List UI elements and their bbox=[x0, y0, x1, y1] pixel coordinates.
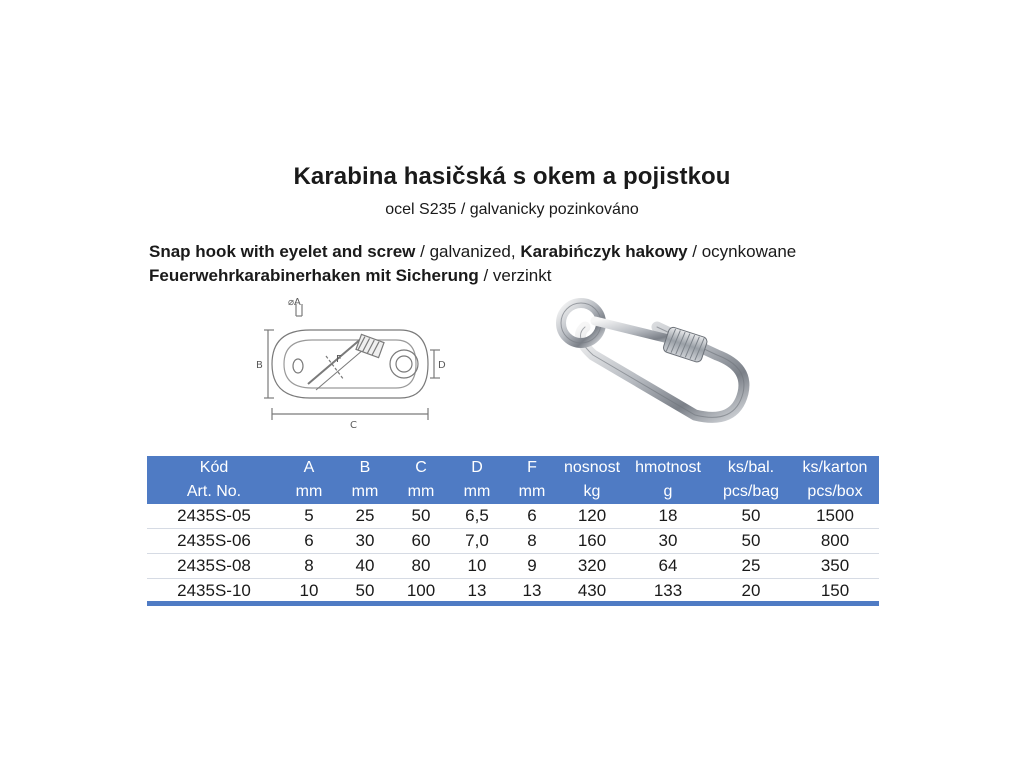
spec-table bbox=[147, 456, 879, 603]
table-row bbox=[147, 554, 879, 579]
table-cell: 6 bbox=[505, 504, 559, 529]
technical-drawing bbox=[250, 292, 450, 440]
table-row bbox=[147, 504, 879, 529]
unit-cell: mm bbox=[337, 480, 393, 504]
table-cell: 50 bbox=[393, 504, 449, 529]
desc-de-finish: / verzinkt bbox=[478, 266, 552, 285]
header-cell: B bbox=[337, 456, 393, 480]
desc-de-name: Feuerwehrkarabinerhaken mit Sicherung bbox=[149, 266, 479, 285]
table-cell: 10 bbox=[449, 554, 505, 579]
table-cell: 13 bbox=[467, 581, 487, 600]
table-row bbox=[147, 579, 879, 604]
header-cell: ks/bal. bbox=[711, 456, 791, 480]
header-cell: nosnost bbox=[559, 456, 625, 480]
header-row-2 bbox=[147, 480, 879, 504]
unit-cell: pcs/box bbox=[791, 480, 879, 504]
desc-en-finish: / galvanized, bbox=[415, 242, 521, 261]
table-cell: 100 bbox=[406, 581, 436, 600]
label-a: ⌀A bbox=[288, 297, 301, 308]
table-cell: 50 bbox=[711, 504, 791, 529]
header-cell: A bbox=[281, 456, 337, 480]
desc-pl-finish: / ocynkowane bbox=[687, 242, 797, 261]
table-cell: 6,5 bbox=[449, 504, 505, 529]
table-cell: 320 bbox=[559, 554, 625, 579]
unit-cell: mm bbox=[505, 480, 559, 504]
table-cell: 2435S-06 bbox=[147, 529, 281, 554]
table-cell: 160 bbox=[559, 529, 625, 554]
table-cell: 50 bbox=[355, 581, 375, 600]
table-cell: 30 bbox=[337, 529, 393, 554]
table-bottom-bar bbox=[147, 601, 879, 606]
table-cell: 350 bbox=[791, 554, 879, 579]
header-cell: C bbox=[393, 456, 449, 480]
unit-cell: g bbox=[625, 480, 711, 504]
table-cell: 80 bbox=[393, 554, 449, 579]
label-c: C bbox=[350, 420, 357, 431]
header-cell: D bbox=[449, 456, 505, 480]
table-cell: 9 bbox=[505, 554, 559, 579]
table-cell: 8 bbox=[505, 529, 559, 554]
table-cell: 30 bbox=[625, 529, 711, 554]
table-cell: 18 bbox=[625, 504, 711, 529]
table-cell: 133 bbox=[653, 581, 683, 600]
table-cell: 2435S-08 bbox=[147, 554, 281, 579]
unit-cell: Art. No. bbox=[147, 480, 281, 504]
table-cell: 25 bbox=[337, 504, 393, 529]
table-cell: 430 bbox=[577, 581, 607, 600]
product-photo bbox=[545, 297, 755, 427]
page-subtitle: ocel S235 / galvanicky pozinkováno bbox=[385, 201, 639, 218]
table-cell: 8 bbox=[281, 554, 337, 579]
description-line-2 bbox=[149, 266, 551, 286]
header-cell: ks/karton bbox=[791, 456, 879, 480]
label-b: B bbox=[256, 360, 263, 371]
unit-cell: mm bbox=[449, 480, 505, 504]
table-cell: 5 bbox=[281, 504, 337, 529]
table-cell: 60 bbox=[393, 529, 449, 554]
label-d: D bbox=[438, 360, 446, 371]
table-cell: 25 bbox=[711, 554, 791, 579]
table-cell: 800 bbox=[791, 529, 879, 554]
table-cell: 50 bbox=[711, 529, 791, 554]
unit-cell: mm bbox=[393, 480, 449, 504]
description-line-1 bbox=[149, 242, 796, 262]
table-cell: 2435S-10 bbox=[177, 581, 251, 600]
table-cell: 64 bbox=[625, 554, 711, 579]
desc-en-name: Snap hook with eyelet and screw bbox=[149, 242, 416, 261]
unit-cell: pcs/bag bbox=[711, 480, 791, 504]
header-cell: hmotnost bbox=[625, 456, 711, 480]
page-title: Karabina hasičská s okem a pojistkou bbox=[293, 163, 731, 190]
desc-pl-name: Karabińczyk hakowy bbox=[520, 242, 688, 261]
table-cell: 13 bbox=[522, 581, 542, 600]
label-f: F bbox=[336, 354, 342, 365]
table-cell: 2435S-05 bbox=[147, 504, 281, 529]
unit-cell: mm bbox=[281, 480, 337, 504]
table-row bbox=[147, 529, 879, 554]
header-row-1 bbox=[147, 456, 879, 480]
table-cell: 6 bbox=[281, 529, 337, 554]
table-cell: 20 bbox=[741, 581, 761, 600]
table-cell: 10 bbox=[299, 581, 319, 600]
header-cell: Kód bbox=[147, 456, 281, 480]
table-cell: 7,0 bbox=[449, 529, 505, 554]
header-cell: F bbox=[505, 456, 559, 480]
table-cell: 120 bbox=[559, 504, 625, 529]
table-cell: 40 bbox=[337, 554, 393, 579]
table-cell: 1500 bbox=[791, 504, 879, 529]
table-cell: 150 bbox=[820, 581, 850, 600]
unit-cell: kg bbox=[559, 480, 625, 504]
